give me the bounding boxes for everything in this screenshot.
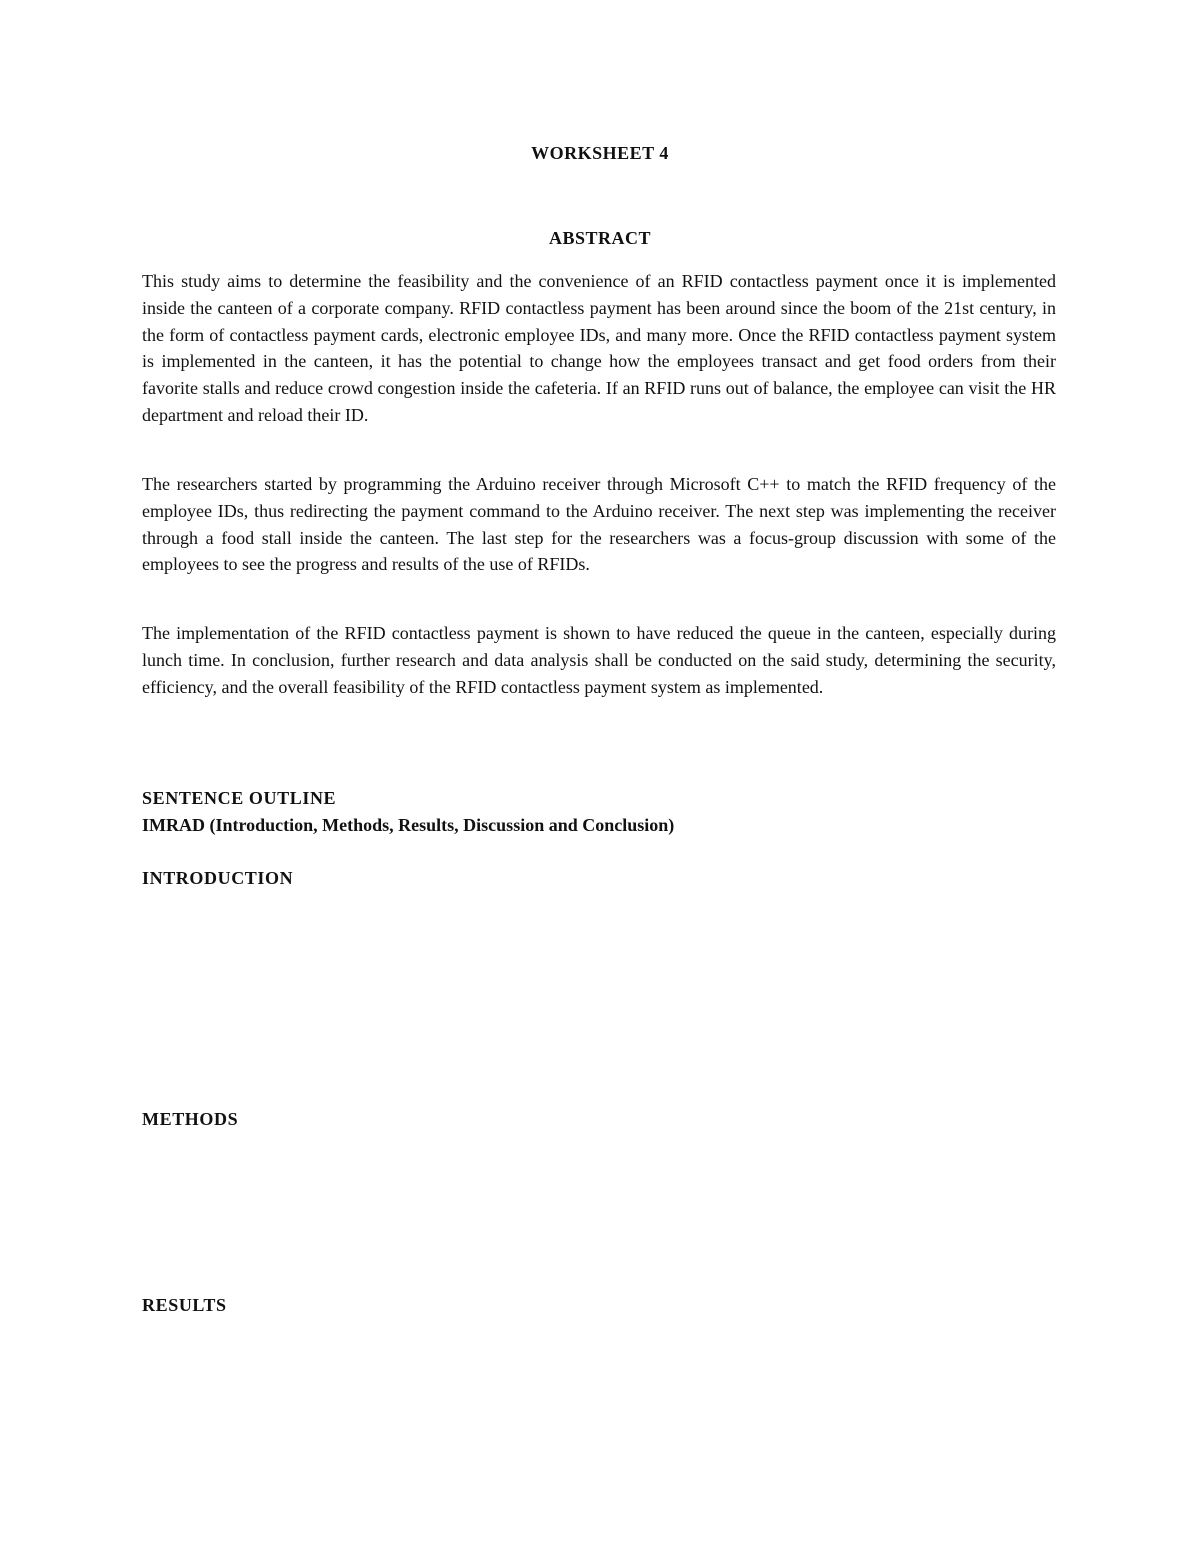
sentence-outline-heading: SENTENCE OUTLINE: [142, 788, 337, 808]
abstract-paragraph-2: The researchers started by programming the Arduino receiver through Microsoft C++ to match the RFID frequency of the employee IDs, thus redirecting the payment command to the Arduino receiver. The next step was implementing the receiver through a food stall inside the canteen. The last step for the researchers was a focus-group discussion with some of the employees to see the progress and results of the use of RFIDs.: [142, 474, 1056, 575]
methods-heading: METHODS: [142, 1109, 239, 1129]
abstract-paragraph-1: This study aims to determine the feasibility and the convenience of an RFID contactless payment once it is implemented inside the canteen of a corporate company. RFID contactless payment has been around since the boom of the 21st century, in the form of contactless payment cards, electronic employee IDs, and many more. Once the RFID contactless payment system is implemented in the canteen, it has the potential to change how the employees transact and get food orders from their favorite stalls and reduce crowd congestion inside the cafeteria. If an RFID runs out of balance, the employee can visit the HR department and reload their ID.: [142, 271, 1056, 425]
abstract-paragraph-3: The implementation of the RFID contactless payment is shown to have reduced the queue in the canteen, especially during lunch time. In conclusion, further research and data analysis shall be conducted on the said study, determining the security, efficiency, and the overall feasibility of the RFID contactless payment system as implemented.: [142, 623, 1056, 697]
worksheet-title: WORKSHEET 4: [531, 143, 669, 163]
introduction-heading: INTRODUCTION: [142, 868, 294, 888]
imrad-heading: IMRAD (Introduction, Methods, Results, Discussion and Conclusion): [142, 815, 675, 835]
abstract-heading: ABSTRACT: [548, 228, 652, 248]
results-heading: RESULTS: [142, 1295, 227, 1315]
